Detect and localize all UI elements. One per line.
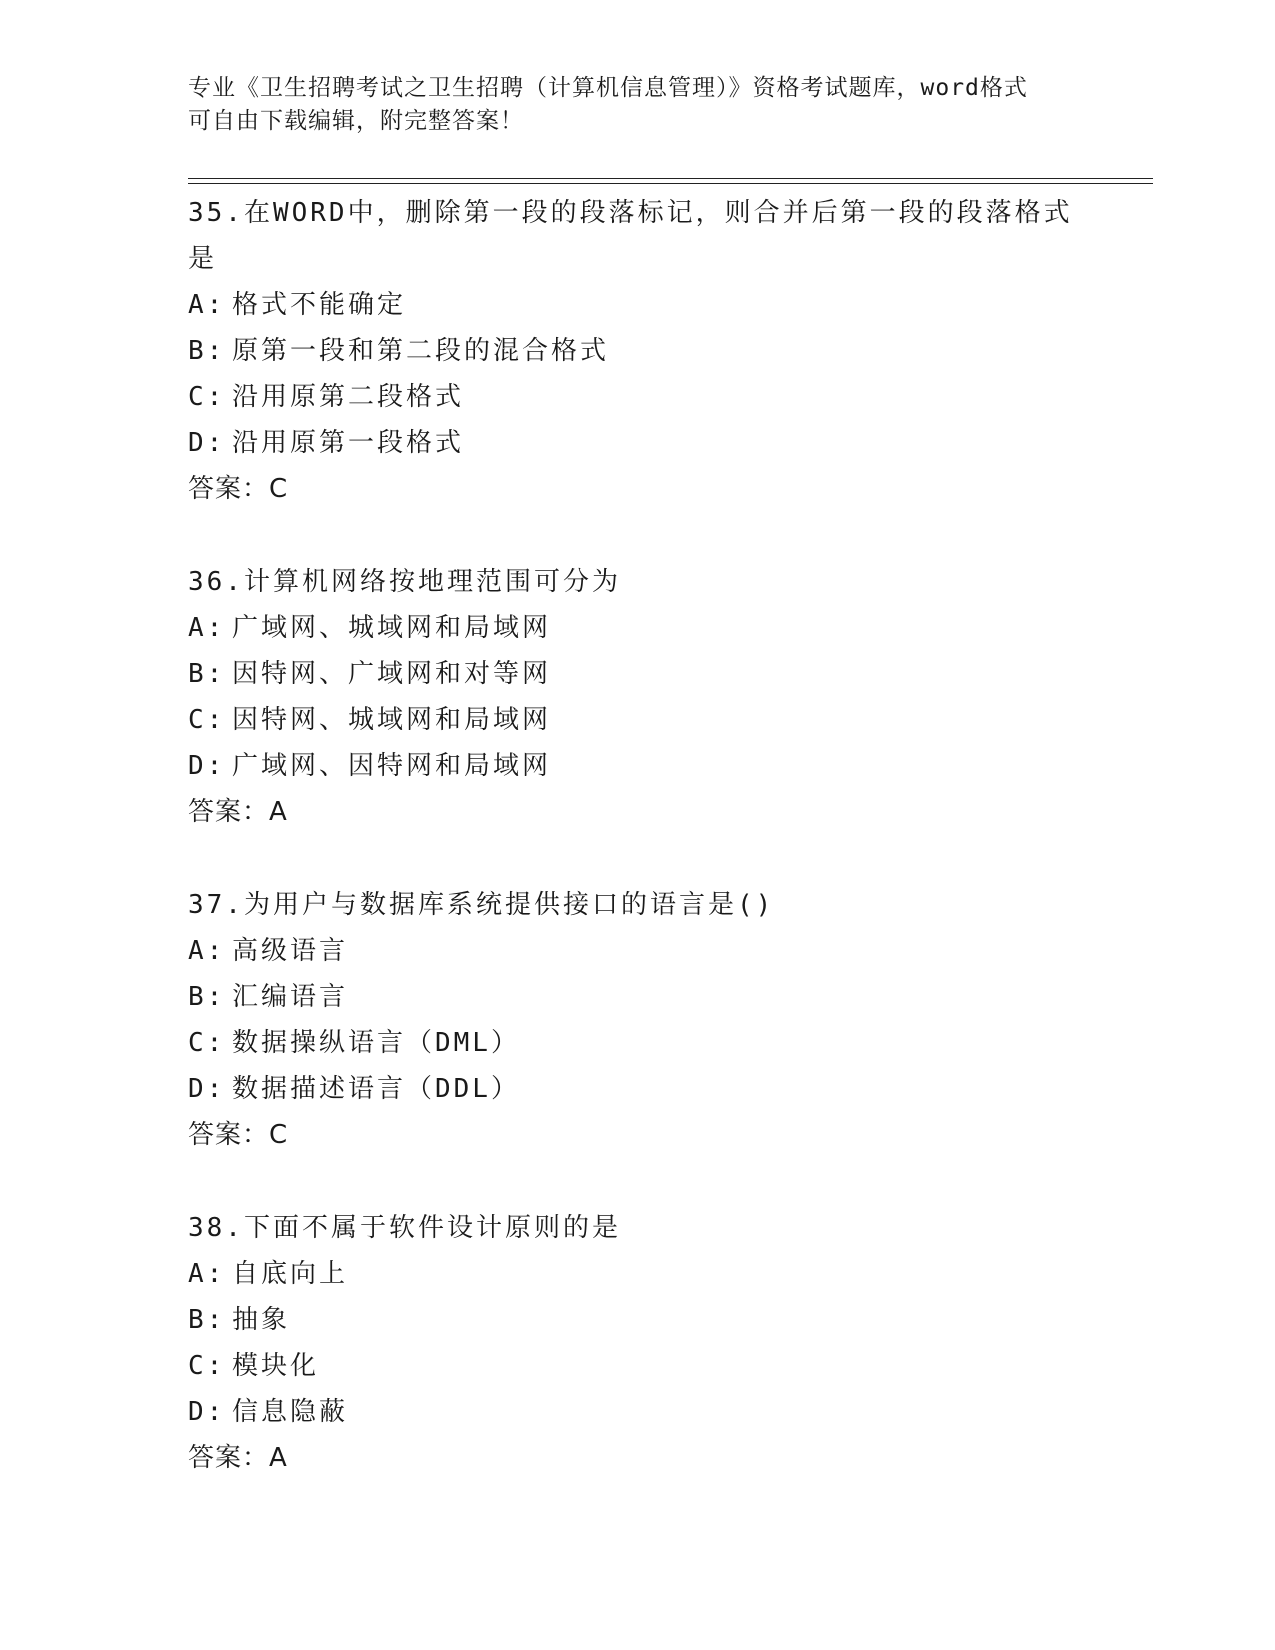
option-b — [188, 651, 1088, 697]
document-header — [188, 72, 1088, 138]
option-letter: A: — [188, 290, 226, 320]
question-37 — [188, 882, 1088, 1158]
question-36 — [188, 559, 1088, 835]
option-a — [188, 605, 1088, 651]
option-text: 原第一段和第二段的混合格式 — [232, 336, 610, 366]
option-letter: A: — [188, 936, 226, 966]
question-stem: 38.下面不属于软件设计原则的是 — [188, 1213, 621, 1243]
option-letter: D: — [188, 751, 226, 781]
option-text: 因特网、广域网和对等网 — [232, 659, 552, 689]
answer-line: 答案：C — [188, 1120, 289, 1150]
option-d — [188, 1389, 1088, 1435]
question-35 — [188, 190, 1088, 512]
header-divider-top — [188, 178, 1153, 179]
option-c — [188, 374, 1088, 420]
option-letter: A: — [188, 613, 226, 643]
option-text: 数据描述语言（DDL） — [232, 1074, 520, 1104]
option-b — [188, 974, 1088, 1020]
option-letter: B: — [188, 336, 226, 366]
option-letter: A: — [188, 1259, 226, 1289]
question-stem: 37.为用户与数据库系统提供接口的语言是() — [188, 890, 775, 920]
option-text: 抽象 — [232, 1305, 291, 1335]
header-line-2: 可自由下载编辑，附完整答案！ — [188, 108, 524, 134]
option-text: 高级语言 — [232, 936, 349, 966]
option-letter: C: — [188, 382, 226, 412]
option-letter: B: — [188, 659, 226, 689]
question-list — [188, 190, 1088, 1528]
option-letter: B: — [188, 982, 226, 1012]
option-b — [188, 1297, 1088, 1343]
option-letter: B: — [188, 1305, 226, 1335]
question-38 — [188, 1205, 1088, 1481]
option-c — [188, 1343, 1088, 1389]
answer-line: 答案：A — [188, 1443, 288, 1473]
option-a — [188, 282, 1088, 328]
option-text: 广域网、因特网和局域网 — [232, 751, 552, 781]
option-text: 自底向上 — [232, 1259, 349, 1289]
option-d — [188, 743, 1088, 789]
option-text: 沿用原第二段格式 — [232, 382, 465, 412]
option-letter: D: — [188, 1074, 226, 1104]
option-d — [188, 420, 1088, 466]
option-text: 广域网、城域网和局域网 — [232, 613, 552, 643]
question-stem-continued: 是 — [188, 244, 218, 274]
option-c — [188, 1020, 1088, 1066]
option-text: 数据操纵语言（DML） — [232, 1028, 520, 1058]
option-letter: C: — [188, 1351, 226, 1381]
option-text: 模块化 — [232, 1351, 320, 1381]
option-letter: C: — [188, 1028, 226, 1058]
option-d — [188, 1066, 1088, 1112]
option-a — [188, 928, 1088, 974]
header-line-1: 专业《卫生招聘考试之卫生招聘（计算机信息管理）》资格考试题库，word格式 — [188, 75, 1028, 101]
option-letter: D: — [188, 428, 226, 458]
option-text: 格式不能确定 — [232, 290, 407, 320]
option-text: 因特网、城域网和局域网 — [232, 705, 552, 735]
question-stem: 36.计算机网络按地理范围可分为 — [188, 567, 621, 597]
question-stem: 35.在WORD中，删除第一段的段落标记，则合并后第一段的段落格式 — [188, 198, 1073, 228]
header-divider-bottom — [188, 183, 1153, 184]
option-text: 信息隐蔽 — [232, 1397, 349, 1427]
answer-line: 答案：A — [188, 797, 288, 827]
option-b — [188, 328, 1088, 374]
option-c — [188, 697, 1088, 743]
answer-line: 答案：C — [188, 474, 289, 504]
option-a — [188, 1251, 1088, 1297]
option-text: 汇编语言 — [232, 982, 349, 1012]
option-letter: C: — [188, 705, 226, 735]
option-text: 沿用原第一段格式 — [232, 428, 465, 458]
option-letter: D: — [188, 1397, 226, 1427]
